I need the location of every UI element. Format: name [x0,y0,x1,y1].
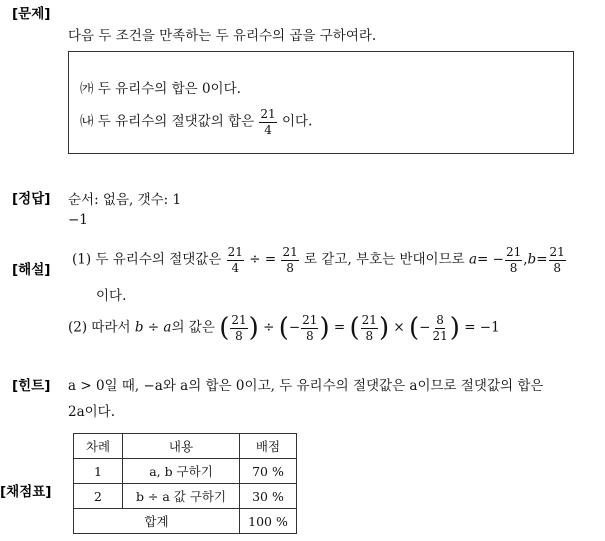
answer-line-1: 순서: 없음, 갯수: 1 [68,192,182,208]
step-1-frac-b: $\frac{21}{8}$ [282,245,298,275]
step-2-frac-3: $\frac{21}{8}$ [361,313,377,343]
step-2-frac-4: $\frac{8}{21}$ [432,313,448,343]
problem-label: [문제] [12,6,51,22]
condition-2-tail: 이다. [282,113,313,130]
solution-step-1 [72,246,567,274]
condition-2-marker: ㈏ [80,113,94,130]
rubric-header-order: 차례 [74,434,123,459]
step-2-mid: 의 값은 [171,319,215,336]
step-2-op-2: × [393,319,405,336]
step-2-op-1: ÷ [263,319,275,336]
step-1-eq: = [536,251,548,268]
step-1-comma: , [523,251,528,268]
step-1-middle: 로 같고, 부호는 반대이므로 [304,251,465,268]
condition-1-marker: ㈎ [80,81,94,97]
step-1-frac-a: $\frac{21}{4}$ [227,245,243,275]
step-2-frac-2: $\frac{21}{8}$ [302,313,318,343]
rubric-header-points: 배점 [240,434,297,459]
step-1-var-a: a [468,251,478,268]
hint-label: [힌트] [12,378,51,394]
step-2-prefix: (2) 따라서 [68,319,131,336]
step-1-var-b: b [527,251,537,268]
table-cell: 1 [74,459,123,484]
solution-step-2: (2) 따라서 b ÷ a의 값은 ( $\frac{21}{8}$ ) ÷ (− $\frac{21}{8}$ ) = ( $\frac{21}{8}$ ) × (− $\frac{8}{21}$ ) = −1 [68,313,500,344]
condition-1 [80,77,241,97]
condition-2-fraction: $\frac{21}{4}$ [260,107,276,137]
step-2-frac-1: $\frac{21}{8}$ [231,313,247,343]
answer-line-2: −1 [68,212,88,228]
rubric-total-row [74,509,297,534]
hint-line-2: 2a이다. [68,404,116,420]
step-1-frac-d: $\frac{21}{8}$ [549,245,565,275]
condition-2-text: 두 유리수의 절댓값의 합은 [97,113,255,130]
step-2-eq-1: = [333,319,346,336]
conditions-box [68,51,574,154]
condition-2 [80,108,312,136]
step-2-result: = −1 [464,319,500,336]
step-1-eq-neg: = − [477,251,504,268]
solution-step-1-cont: 이다. [96,288,127,304]
table-row [74,459,297,484]
step-2-var-a: a [163,319,172,336]
table-cell: 2 [74,484,123,509]
step-2-div: ÷ [147,319,160,336]
table-cell: b ÷ a 값 구하기 [123,484,240,509]
table-row [74,484,297,509]
rubric-header-content: 내용 [123,434,240,459]
hint-line-1: a > 0일 때, −a와 a의 합은 0이고, 두 유리수의 절댓값은 a이므로 절댓값의 합은 [68,378,544,394]
rubric-total-value: 100 % [240,509,297,534]
solution-label: [해설] [12,262,51,278]
step-1-op: ÷ = [249,251,277,268]
rubric-table [73,433,297,534]
rubric-label: [채점표] [0,484,52,500]
table-cell: 30 % [240,484,297,509]
rubric-total-label: 합계 [74,509,240,534]
rubric-header-row [74,434,297,459]
step-1-prefix: (1) 두 유리수의 절댓값은 [72,251,222,268]
table-cell: 70 % [240,459,297,484]
problem-statement: 다음 두 조건을 만족하는 두 유리수의 곱을 구하여라. [68,28,377,44]
step-2-var-b: b [134,319,144,336]
condition-1-text: 두 유리수의 합은 0이다. [97,81,241,97]
table-cell: a, b 구하기 [123,459,240,484]
step-1-frac-c: $\frac{21}{8}$ [505,245,522,275]
answer-label: [정답] [12,191,51,207]
